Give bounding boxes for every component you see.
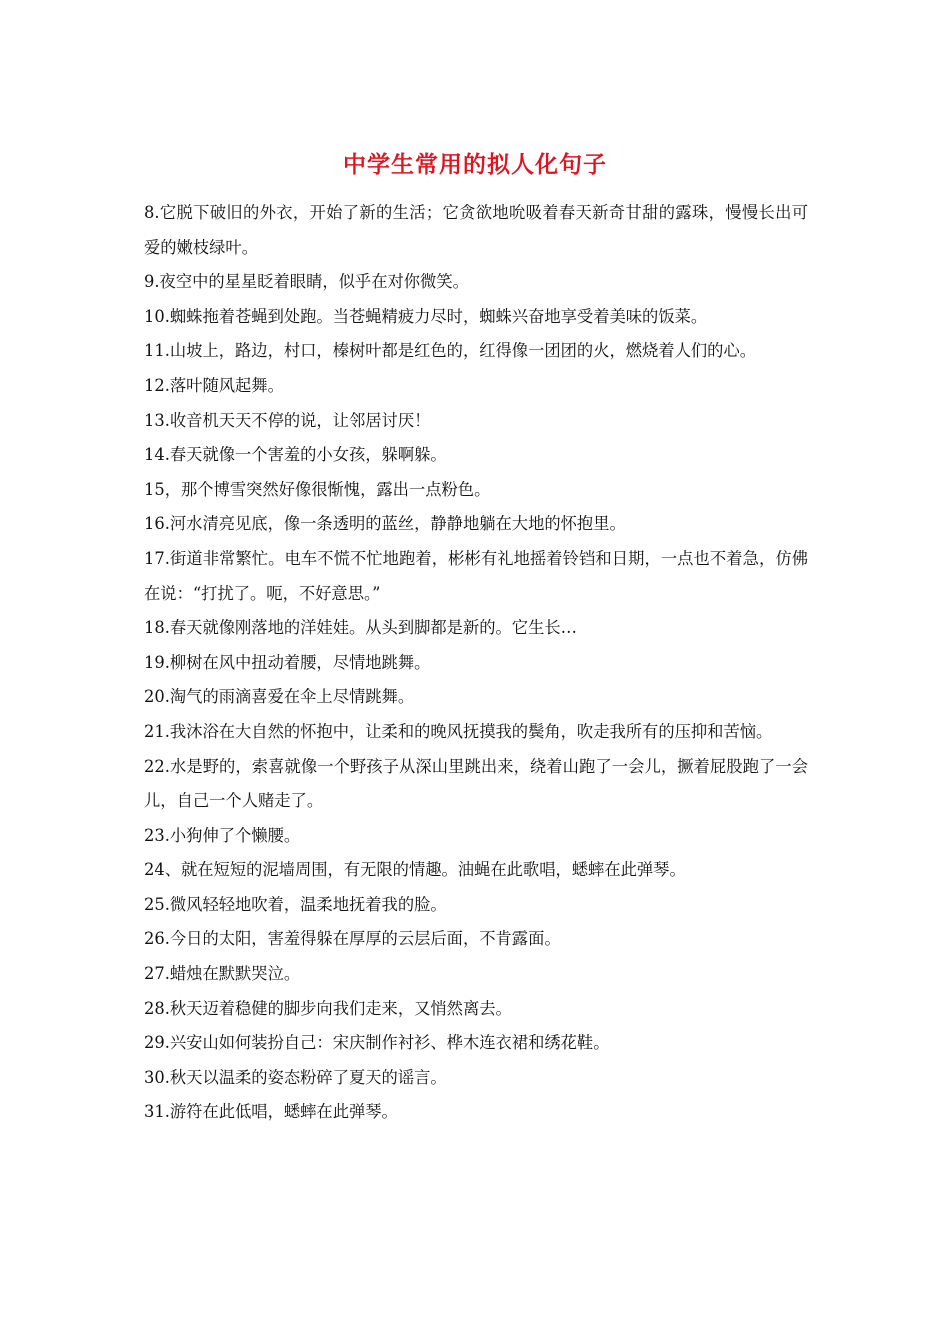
list-item: 8.它脱下破旧的外衣，开始了新的生活；它贪欲地吮吸着春天新奇甘甜的露珠，慢慢长出可爱的嫩枝绿叶。 <box>144 203 808 257</box>
list-item: 14.春天就像一个害羞的小女孩，躲啊躲。 <box>144 445 447 465</box>
list-item: 28.秋天迈着稳健的脚步向我们走来，又悄然离去。 <box>144 998 512 1018</box>
list-item: 25.微风轻轻地吹着，温柔地抚着我的脸。 <box>144 894 447 914</box>
list-item: 30.秋天以温柔的姿态粉碎了夏天的谣言。 <box>144 1067 447 1087</box>
page-title: 中学生常用的拟人化句子 <box>343 152 607 178</box>
list-item: 15，那个博雪突然好像很惭愧，露出一点粉色。 <box>144 479 491 499</box>
list-item: 16.河水清亮见底，像一条透明的蓝丝，静静地躺在大地的怀抱里。 <box>144 514 626 534</box>
list-item: 24、就在短短的泥墙周围，有无限的情趣。油蝇在此歌唱，蟋蟀在此弹琴。 <box>144 860 686 880</box>
list-item: 18.春天就像刚落地的洋娃娃。从头到脚都是新的。它生长… <box>144 618 577 638</box>
list-item: 22.水是野的，索喜就像一个野孩子从深山里跳出来，绕着山跑了一会儿，撅着屁股跑了一会儿，自己一个人赌走了。 <box>144 756 808 811</box>
sentence-list <box>144 196 808 1130</box>
list-item: 17.街道非常繁忙。电车不慌不忙地跑着，彬彬有礼地摇着铃铛和日期，一点也不着急，仿佛在说：“打扰了。呃，不好意思。” <box>144 548 808 603</box>
list-item: 31.游符在此低唱，蟋蟀在此弹琴。 <box>144 1102 398 1122</box>
list-item: 27.蜡烛在默默哭泣。 <box>144 964 301 984</box>
list-item: 23.小狗伸了个懒腰。 <box>144 825 301 845</box>
list-item: 19.柳树在风中扭动着腰，尽情地跳舞。 <box>144 652 431 672</box>
list-item: 10.蜘蛛拖着苍蝇到处跑。当苍蝇精疲力尽时，蜘蛛兴奋地享受着美味的饭菜。 <box>144 306 708 326</box>
list-item: 12.落叶随风起舞。 <box>144 375 284 395</box>
list-item: 29.兴安山如何装扮自己：宋庆制作衬衫、桦木连衣裙和绣花鞋。 <box>144 1033 610 1053</box>
list-item: 9.夜空中的星星眨着眼睛，似乎在对你微笑。 <box>144 272 469 292</box>
list-item: 21.我沐浴在大自然的怀抱中，让柔和的晚风抚摸我的鬓角，吹走我所有的压抑和苦恼。 <box>144 721 773 741</box>
list-item: 13.收音机天天不停的说，让邻居讨厌！ <box>144 410 431 430</box>
list-item: 20.淘气的雨滴喜爱在伞上尽情跳舞。 <box>144 687 415 707</box>
list-item: 26.今日的太阳，害羞得躲在厚厚的云层后面，不肯露面。 <box>144 929 561 949</box>
list-item: 11.山坡上，路边，村口，榛树叶都是红色的，红得像一团团的火，燃烧着人们的心。 <box>144 341 757 361</box>
